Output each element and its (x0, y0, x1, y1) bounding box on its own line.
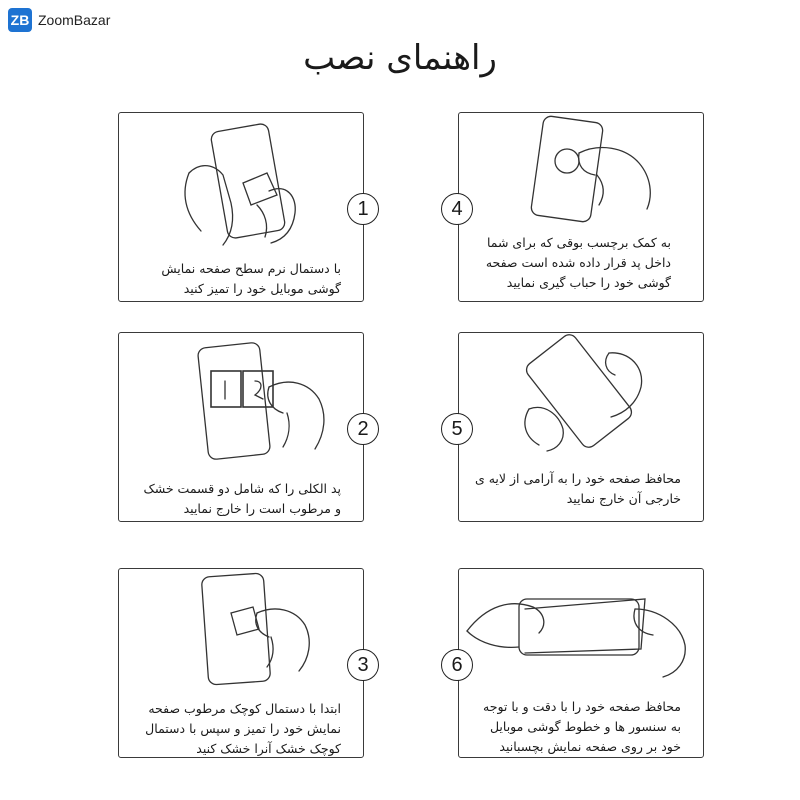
zoombazar-logo-icon: ZB (8, 8, 32, 32)
step-card-3 (118, 568, 369, 758)
step-number-3: 3 (347, 649, 379, 681)
step-card-6 (451, 568, 704, 758)
step-number-2: 2 (347, 413, 379, 445)
step-number-4: 4 (441, 193, 473, 225)
step-1-caption: با دستمال نرم سطح صفحه نمایش گوشی موبایل خود را تمیز کنید (161, 261, 341, 296)
step-card-4 (451, 112, 704, 302)
step-number-1: 1 (347, 193, 379, 225)
step-4-caption: به کمک برچسب بوقی که برای شما داخل پد قرار داده شده است صفحه گوشی خود را حباب گیری نمایید (485, 235, 671, 290)
step-5-caption: محافظ صفحه خود را به آرامی از لایه ی خارجی آن خارج نمایید (474, 471, 681, 506)
brand-logo (8, 8, 110, 32)
brand-name: ZoomBazar (38, 12, 111, 28)
step-2-caption: پد الکلی را که شامل دو قسمت خشک و مرطوب است را خارج نمایید (143, 481, 341, 516)
step-card-1 (118, 112, 369, 302)
step-number-5: 5 (441, 413, 473, 445)
step-card-2 (118, 332, 369, 522)
step-card-5 (451, 332, 704, 522)
step-6-caption: محافظ صفحه خود را با دقت و با توجه به سنسور ها و خطوط گوشی موبایل خود بر روی صفحه نمایش بچسبانید (483, 699, 681, 754)
step-number-6: 6 (441, 649, 473, 681)
page-title: راهنمای نصب (303, 38, 497, 78)
step-3-caption: ابتدا با دستمال کوچک مرطوب صفحه نمایش خود را تمیز و سپس با دستمال کوچک خشک آنرا خشک کنید (145, 701, 341, 756)
